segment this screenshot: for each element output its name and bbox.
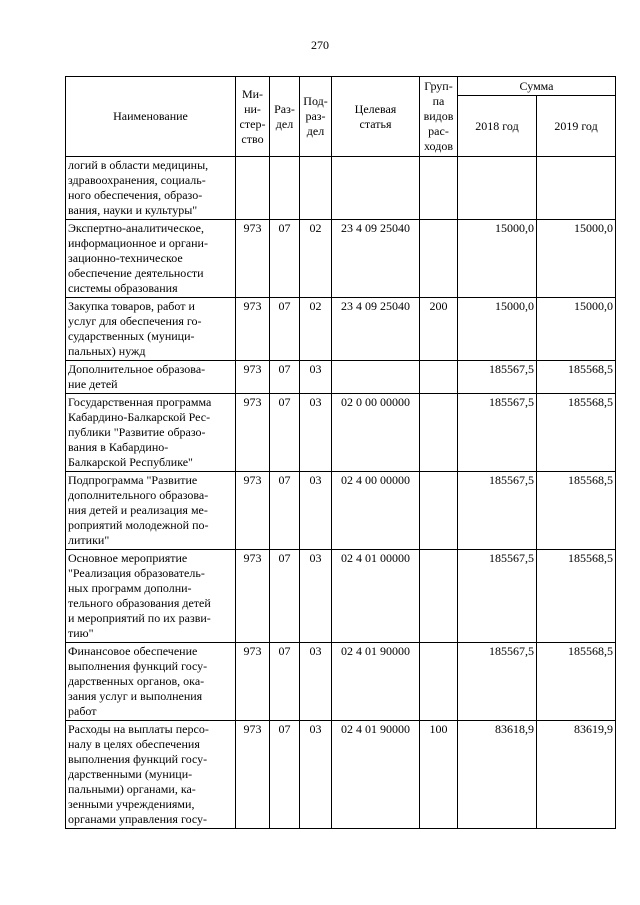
header-year-2019: 2019 год — [537, 96, 616, 157]
row-sum-2019: 185568,5 — [537, 361, 616, 394]
row-target: 02 4 01 90000 — [332, 721, 420, 829]
row-section: 07 — [270, 472, 300, 550]
row-sum-2019: 185568,5 — [537, 643, 616, 721]
row-section: 07 — [270, 220, 300, 298]
row-sum-2019: 185568,5 — [537, 394, 616, 472]
row-ministry: 973 — [236, 394, 270, 472]
row-sum-2019: 185568,5 — [537, 550, 616, 643]
row-subsection: 03 — [300, 721, 332, 829]
row-name: Расходы на выплаты персо- налу в целях обеспечения выполнения функций госу- дарственными (муници- пальными) органами, ка- зенными учреждениями, органами управления госу- — [66, 721, 236, 829]
row-name: Закупка товаров, работ и услуг для обеспечения го- сударственных (муници- пальных) нужд — [66, 298, 236, 361]
row-target — [332, 157, 420, 220]
table-row — [66, 643, 616, 721]
row-name: логий в области медицины, здравоохранения, социаль- ного обеспечения, образо- вания, науки и культуры" — [66, 157, 236, 220]
row-sum-2019: 185568,5 — [537, 472, 616, 550]
row-subsection: 03 — [300, 643, 332, 721]
table-row — [66, 394, 616, 472]
row-sum-2018: 83618,9 — [458, 721, 537, 829]
row-target: 23 4 09 25040 — [332, 220, 420, 298]
row-target: 02 4 01 00000 — [332, 550, 420, 643]
row-expense-group — [420, 361, 458, 394]
header-section: Раз- дел — [270, 77, 300, 157]
row-section: 07 — [270, 643, 300, 721]
row-subsection — [300, 157, 332, 220]
row-sum-2018 — [458, 157, 537, 220]
row-name: Финансовое обеспечение выполнения функций госу- дарственных органов, ока- зания услуг и выполнения работ — [66, 643, 236, 721]
row-subsection: 03 — [300, 550, 332, 643]
row-sum-2018: 15000,0 — [458, 220, 537, 298]
row-name: Основное мероприятие "Реализация образователь- ных программ дополни- тельного образования детей и мероприятий по их разви- тию" — [66, 550, 236, 643]
page-number: 270 — [311, 38, 329, 52]
header-sum: Сумма — [458, 77, 616, 96]
budget-table — [65, 76, 616, 829]
row-ministry: 973 — [236, 361, 270, 394]
row-expense-group — [420, 643, 458, 721]
row-subsection: 02 — [300, 220, 332, 298]
row-section: 07 — [270, 550, 300, 643]
row-sum-2019: 15000,0 — [537, 220, 616, 298]
row-ministry: 973 — [236, 472, 270, 550]
header-ministry: Ми- ни- стер- ство — [236, 77, 270, 157]
row-target: 02 4 00 00000 — [332, 472, 420, 550]
header-year-2018: 2018 год — [458, 96, 537, 157]
table-row — [66, 298, 616, 361]
header-subsection: Под- раз- дел — [300, 77, 332, 157]
row-subsection: 02 — [300, 298, 332, 361]
row-expense-group — [420, 157, 458, 220]
row-subsection: 03 — [300, 394, 332, 472]
row-expense-group — [420, 220, 458, 298]
row-expense-group: 100 — [420, 721, 458, 829]
row-name: Подпрограмма "Развитие дополнительного образова- ния детей и реализация ме- роприятий молодежной по- литики" — [66, 472, 236, 550]
row-section: 07 — [270, 361, 300, 394]
row-section: 07 — [270, 298, 300, 361]
row-name: Экспертно-аналитическое, информационное и органи- зационно-техническое обеспечение деятельности системы образования — [66, 220, 236, 298]
row-sum-2019 — [537, 157, 616, 220]
table-row — [66, 361, 616, 394]
row-sum-2019: 83619,9 — [537, 721, 616, 829]
row-sum-2019: 15000,0 — [537, 298, 616, 361]
table-row — [66, 157, 616, 220]
row-ministry — [236, 157, 270, 220]
row-subsection: 03 — [300, 361, 332, 394]
row-section: 07 — [270, 394, 300, 472]
row-sum-2018: 185567,5 — [458, 550, 537, 643]
table-row — [66, 550, 616, 643]
header-target: Целевая статья — [332, 77, 420, 157]
row-expense-group — [420, 394, 458, 472]
row-sum-2018: 185567,5 — [458, 361, 537, 394]
header-name: Наименование — [66, 77, 236, 157]
table-row — [66, 472, 616, 550]
row-ministry: 973 — [236, 220, 270, 298]
row-subsection: 03 — [300, 472, 332, 550]
row-expense-group — [420, 550, 458, 643]
table-row — [66, 721, 616, 829]
row-target: 23 4 09 25040 — [332, 298, 420, 361]
row-sum-2018: 15000,0 — [458, 298, 537, 361]
row-target: 02 4 01 90000 — [332, 643, 420, 721]
row-target: 02 0 00 00000 — [332, 394, 420, 472]
table-row — [66, 220, 616, 298]
row-expense-group — [420, 472, 458, 550]
row-section: 07 — [270, 721, 300, 829]
row-ministry: 973 — [236, 298, 270, 361]
row-name: Дополнительное образова- ние детей — [66, 361, 236, 394]
row-ministry: 973 — [236, 643, 270, 721]
row-ministry: 973 — [236, 550, 270, 643]
row-name: Государственная программа Кабардино-Балкарской Рес- публики "Развитие образо- вания в Кабардино- Балкарской Республике" — [66, 394, 236, 472]
row-expense-group: 200 — [420, 298, 458, 361]
row-sum-2018: 185567,5 — [458, 643, 537, 721]
row-sum-2018: 185567,5 — [458, 394, 537, 472]
row-ministry: 973 — [236, 721, 270, 829]
header-row — [66, 77, 616, 96]
header-expense-group: Груп- па видов рас- ходов — [420, 77, 458, 157]
row-sum-2018: 185567,5 — [458, 472, 537, 550]
row-target — [332, 361, 420, 394]
row-section — [270, 157, 300, 220]
